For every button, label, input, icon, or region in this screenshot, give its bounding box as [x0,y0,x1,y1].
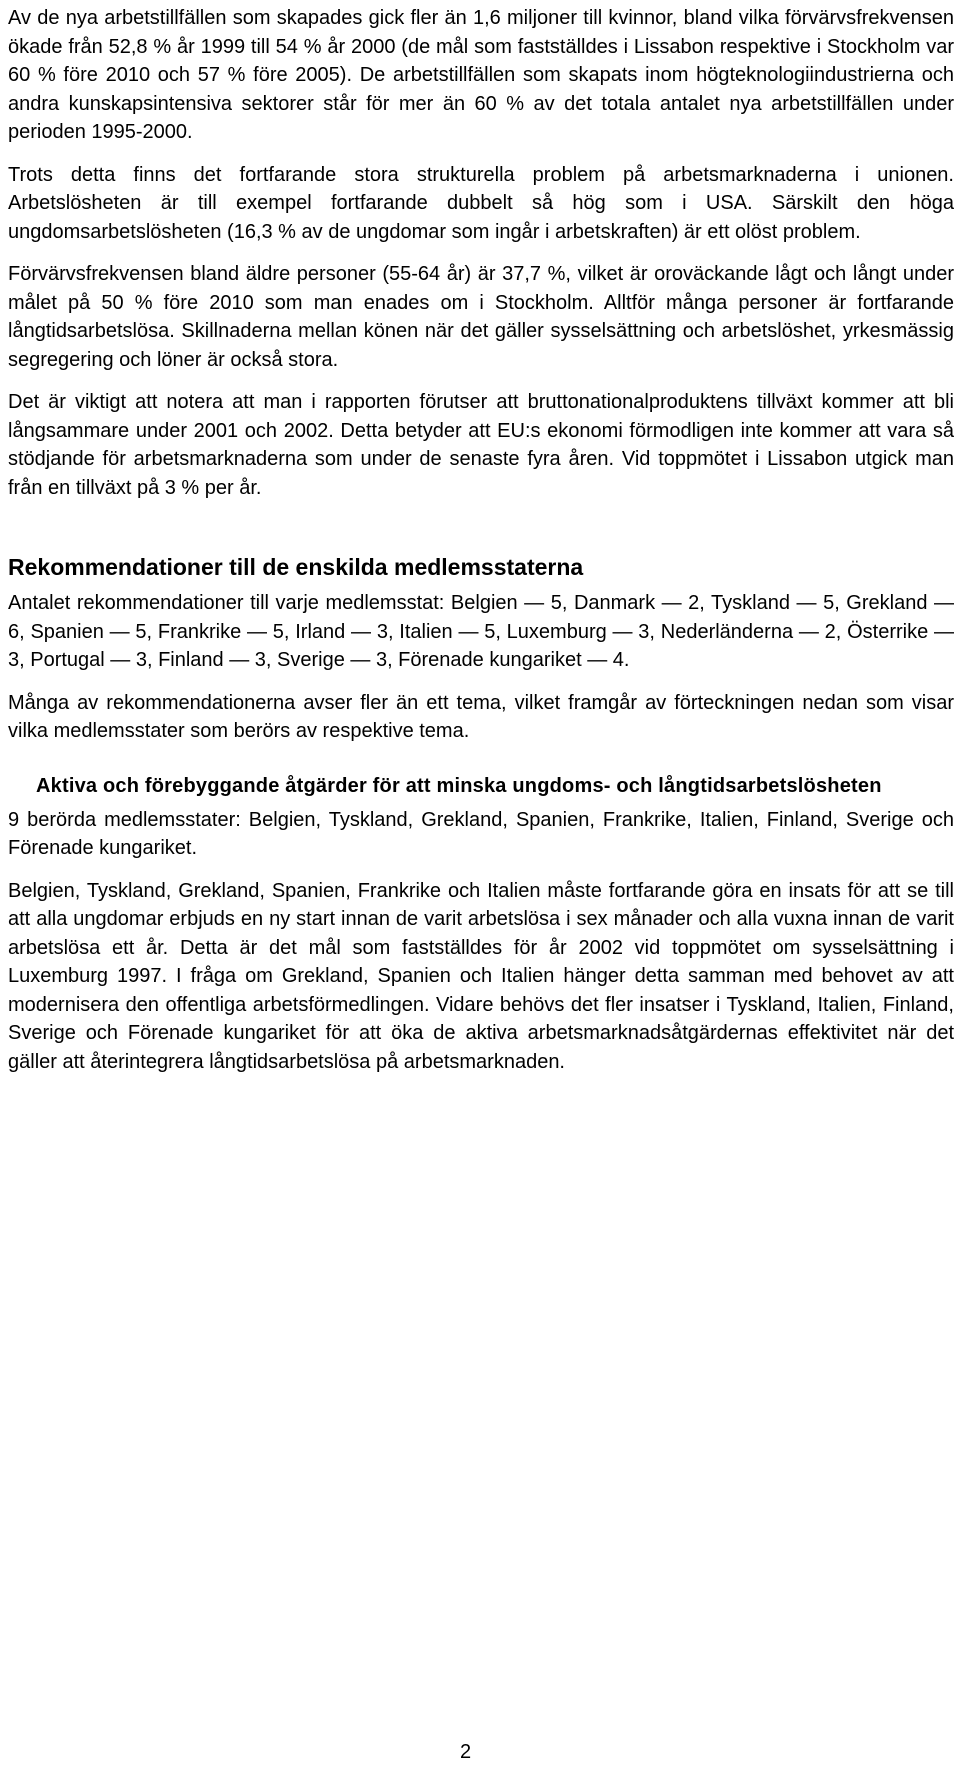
paragraph-women-employment: Av de nya arbetstillfällen som skapades gick fler än 1,6 miljoner till kvinnor, bland vilka förvärvsfrekvensen ökade från 52,8 % år 1999 till 54 % år 2000 (de mål som fastställdes i Lissabon respektive i Stockholm var 60 % före 2010 och 57 % före 2005). De arbetstillfällen som skapats inom högteknologiindustrierna och andra kunskapsintensiva sektorer står för mer än 60 % av det totala antalet nya arbetstillfällen under perioden 1995-2000. [8,7,954,143]
paragraph-new-start-goal: Belgien, Tyskland, Grekland, Spanien, Frankrike och Italien måste fortfarande göra en insats för att se till att alla ungdomar erbjuds en ny start innan de varit arbetslösa i sex månader och alla vuxna innan de varit arbetslösa ett år. Detta är det mål som fastställdes för år 2002 vid toppmötet om sysselsättning i Luxemburg 1997. I fråga om Grekland, Spanien och Italien hänger detta samman med behovet av att modernisera den offentliga arbetsförmedlingen. Vidare behövs det fler insatser i Tyskland, Italien, Finland, Sverige och Förenade kungariket för att öka de aktiva arbetsmarknadsåtgärdernas effektivitet när det gäller att återintegrera långtidsarbetslösa på arbetsmarknaden. [8,879,954,1073]
paragraph-structural-problems: Trots detta finns det fortfarande stora strukturella problem på arbetsmarknaderna i unionen. Arbetslösheten är till exempel fortfarande dubbelt så hög som i USA. Särskilt den höga ungdomsarbetslösheten (16,3 % av de ungdomar som ingår i arbetskraften) är ett olöst problem. [8,163,954,243]
paragraph-affected-states: 9 berörda medlemsstater: Belgien, Tyskland, Grekland, Spanien, Frankrike, Italien, Finland, Sverige och Förenade kungariket. [8,808,954,859]
paragraph-gdp-growth: Det är viktigt att notera att man i rapporten förutser att bruttonationalproduktens tillväxt kommer att bli långsammare under 2001 och 2002. Detta betyder att EU:s ekonomi förmodligen inte kommer att vara så stödjande för arbetsmarknaderna som under de senaste fyra åren. Vid toppmötet i Lissabon utgick man från en tillväxt på 3 % per år. [8,391,954,499]
paragraph-themes-overview: Många av rekommendationerna avser fler än ett tema, vilket framgår av förteckningen nedan som visar vilka medlemsstater som berörs av respektive tema. [8,691,954,742]
paragraph-older-workers: Förvärvsfrekvensen bland äldre personer (55-64 år) är 37,7 %, vilket är oroväckande lågt och långt under målet på 50 % före 2010 som man enades om i Stockholm. Alltför många personer är fortfarande långtidsarbetslösa. Skillnaderna mellan könen när det gäller sysselsättning och arbetslöshet, yrkesmässig segregering och löner är också stora. [8,263,954,371]
page-number: 2 [460,1741,472,1763]
section-heading-recommendations: Rekommendationer till de enskilda medlemsstaterna [8,554,584,580]
document-page [8,4,954,1090]
paragraph-recommendation-counts: Antalet rekommendationer till varje medlemsstat: Belgien — 5, Danmark — 2, Tyskland — 5, Grekland — 6, Spanien — 5, Frankrike — 5, Irland — 3, Italien — 5, Luxemburg — 3, Nederländerna — 2, Österrike — 3, Portugal — 3, Finland — 3, Sverige — 3, Förenade kungariket — 4. [8,592,954,671]
subsection-heading-active-measures: Aktiva och förebyggande åtgärder för att minska ungdoms- och långtidsarbetslösheten [36,774,882,797]
